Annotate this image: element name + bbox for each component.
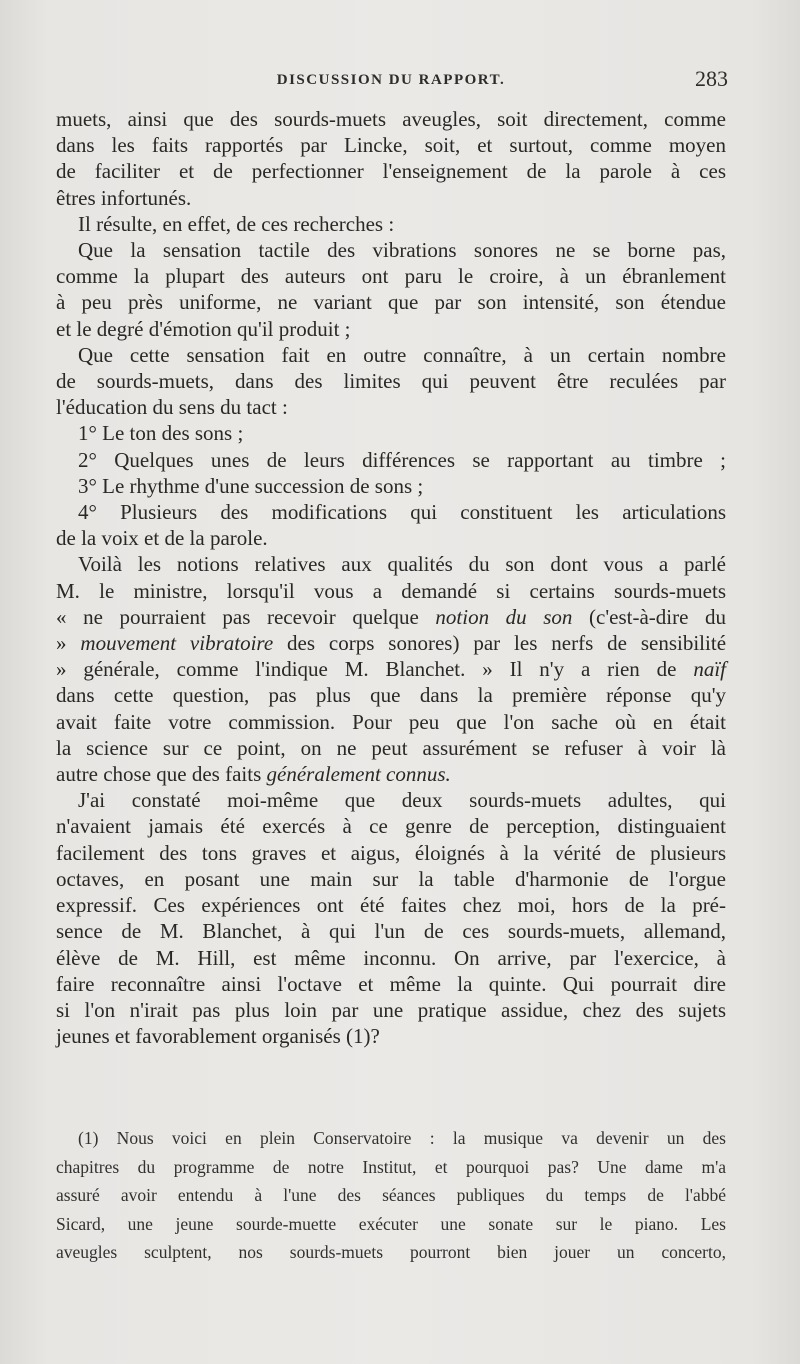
- text-line: de la voix et de la parole.: [56, 526, 268, 551]
- text-line: faire reconnaître ainsi l'octave et même la quinte. Qui pourrait dire: [56, 971, 726, 996]
- italic-run: naïf: [693, 657, 726, 682]
- text-line: si l'on n'irait pas plus loin par une pratique assidue, chez des sujets: [56, 997, 726, 1022]
- text-line: M. le ministre, lorsqu'il vous a demandé si certains sourds-muets: [56, 578, 726, 603]
- text-line: à peu près uniforme, ne variant que par son intensité, son étendue: [56, 290, 726, 315]
- running-head: [56, 66, 728, 100]
- text-line: êtres infortunés.: [56, 185, 192, 210]
- text-line: Que cette sensation fait en outre connaître, à un certain nombre: [78, 342, 726, 367]
- italic-run: mouvement vibratoire: [80, 631, 274, 656]
- text-run: autre chose que des faits: [56, 762, 267, 787]
- footnote-line: chapitres du programme de notre Institut, et pourquoi pas? Une dame m'a: [56, 1156, 726, 1177]
- text-line: l'éducation du sens du tact :: [56, 395, 288, 420]
- list-item: 4° Plusieurs des modifications qui constituent les articulations: [78, 500, 726, 525]
- footnote-line: (1) Nous voici en plein Conservatoire : la musique va devenir un des: [78, 1128, 726, 1148]
- text-line: muets, ainsi que des sourds-muets aveugles, soit directement, comme: [56, 107, 726, 131]
- text-line: Il résulte, en effet, de ces recherches :: [78, 211, 395, 236]
- text-line: Voilà les notions relatives aux qualités du son dont vous a parlé: [78, 552, 726, 577]
- footnote-line: assuré avoir entendu à l'une des séances publiques du temps de l'abbé: [56, 1185, 726, 1205]
- footnote-line: Sicard, une jeune sourde-muette exécuter une sonate sur le piano. Les: [56, 1213, 726, 1234]
- text-run: » générale, comme l'indique M. Blanchet. » Il n'y a rien de: [56, 657, 694, 682]
- text-line: expressif. Ces expériences ont été faites chez moi, hors de la pré-: [56, 893, 726, 918]
- text-line: élève de M. Hill, est même inconnu. On arrive, par l'exercice, à: [56, 945, 726, 970]
- text-line: [56, 630, 726, 656]
- text-line: [56, 656, 726, 682]
- text-line: dans cette question, pas plus que dans la première réponse qu'y: [56, 683, 726, 708]
- text-line: la science sur ce point, on ne peut assurément se refuser à voir là: [56, 735, 726, 760]
- italic-run: notion du son: [435, 604, 573, 629]
- text-run: (c'est-à-dire du: [572, 604, 726, 629]
- text-run: « ne pourraient pas recevoir quelque: [56, 604, 436, 629]
- text-line: facilement des tons graves et aigus, éloignés à la vérité de plusieurs: [56, 840, 726, 865]
- text-line: dans les faits rapportés par Lincke, soit, et surtout, comme moyen: [56, 133, 726, 158]
- page-number: 283: [695, 66, 728, 91]
- footnote: [56, 1124, 726, 1267]
- text-line: J'ai constaté moi-même que deux sourds-muets adultes, qui: [78, 788, 726, 813]
- text-line: de faciliter et de perfectionner l'enseignement de la parole à ces: [56, 159, 726, 184]
- text-line: et le degré d'émotion qu'il produit ;: [56, 316, 351, 341]
- footnote-line: aveugles sculptent, nos sourds-muets pourront bien jouer un concerto,: [56, 1242, 726, 1262]
- text-line: Que la sensation tactile des vibrations sonores ne se borne pas,: [78, 238, 726, 263]
- list-item: 3° Le rhythme d'une succession de sons ;: [78, 473, 424, 498]
- text-line: de sourds-muets, dans des limites qui peuvent être reculées par: [56, 369, 726, 394]
- text-line: octaves, en posant une main sur la table d'harmonie de l'orgue: [56, 866, 726, 891]
- text-line: sence de M. Blanchet, à qui l'un de ces sourds-muets, allemand,: [56, 919, 726, 944]
- text-run: des corps sonores) par les nerfs de sensibilité: [273, 631, 727, 656]
- running-head-title: DISCUSSION DU RAPPORT.: [276, 72, 506, 88]
- list-item: 2° Quelques unes de leurs différences se rapportant au timbre ;: [78, 447, 726, 472]
- text-run: »: [56, 631, 81, 656]
- italic-run: généralement connus.: [266, 762, 451, 787]
- text-line: comme la plupart des auteurs ont paru le croire, à un ébranlement: [56, 264, 726, 289]
- text-line: avait faite votre commission. Pour peu que l'on sache où en était: [56, 709, 726, 734]
- main-text: [56, 106, 726, 1049]
- list-item: 1° Le ton des sons ;: [78, 421, 244, 446]
- text-line: [56, 761, 726, 787]
- text-line: jeunes et favorablement organisés (1)?: [56, 1024, 380, 1049]
- text-line: n'avaient jamais été exercés à ce genre de perception, distinguaient: [56, 814, 726, 839]
- text-line: [56, 604, 726, 630]
